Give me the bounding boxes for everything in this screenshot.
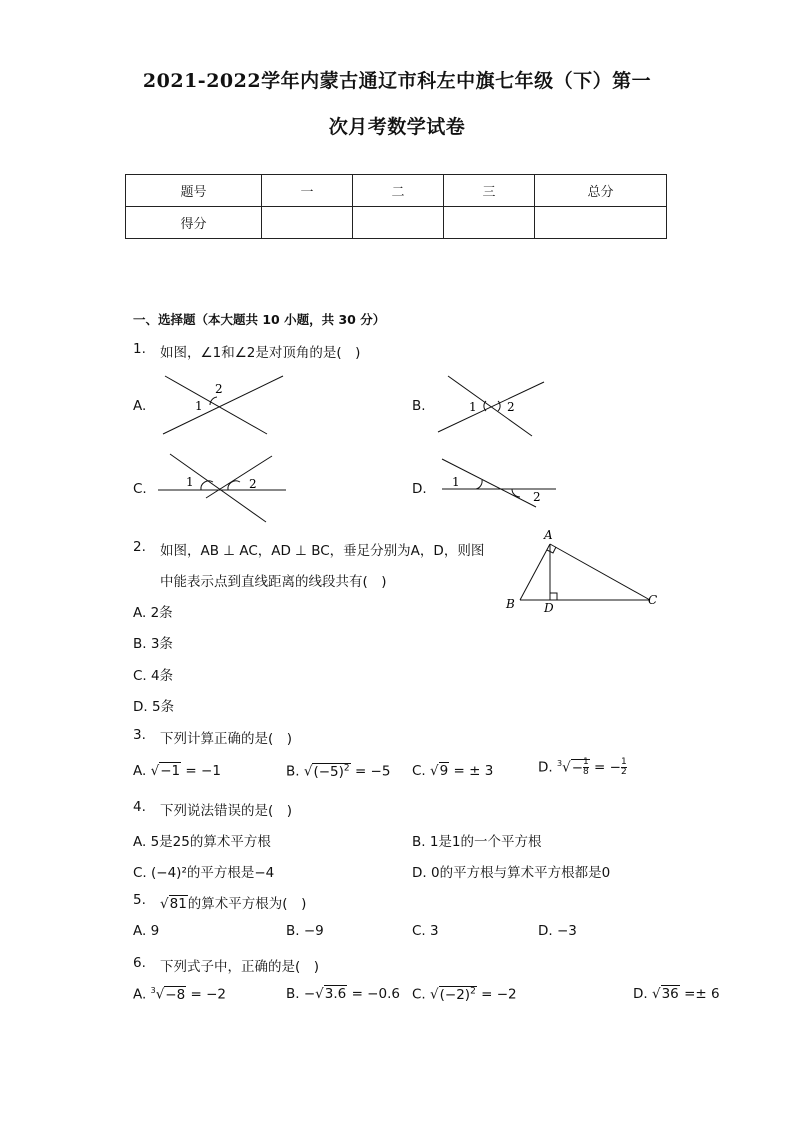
table-cell (353, 207, 444, 239)
point-label-a: A (544, 528, 553, 542)
angle-figure-c (156, 452, 290, 524)
angle-label-1: 1 (452, 475, 460, 489)
radicand: −8 (165, 986, 186, 1003)
question-number: 4. (133, 799, 146, 815)
angle-figure-d (440, 455, 558, 511)
sign: − (571, 759, 583, 776)
table-cell: 得分 (126, 207, 262, 239)
page-title-line2: 次月考数学试卷 (328, 116, 466, 138)
angle-label-1: 1 (186, 475, 194, 489)
option-letter: A. (133, 763, 147, 779)
table-cell (535, 207, 667, 239)
radicand: 36 (661, 986, 679, 1002)
table-cell: 三 (444, 175, 535, 207)
radicand: 81 (169, 896, 187, 912)
option-d: D. 5条 (133, 699, 175, 715)
score-table (125, 174, 667, 239)
question-stem: 如图，∠1和∠2是对顶角的是( ) (160, 345, 361, 361)
option-d: D. √36 =± 6 (633, 986, 720, 1002)
table-cell (444, 207, 535, 239)
equation-rhs: = −0.6 (351, 986, 400, 1002)
table-cell: 二 (353, 175, 444, 207)
option-label: A. (133, 398, 147, 414)
option-b: B. 3条 (133, 636, 173, 652)
point-label-b: B (506, 597, 515, 611)
angle-label-1: 1 (195, 399, 203, 413)
option-letter: D. (633, 986, 648, 1002)
stem-text: 的算术平方根为( ) (187, 896, 307, 912)
equation-rhs: =± 6 (684, 986, 720, 1002)
root-index: 3 (150, 986, 156, 995)
score-table-header-row (126, 175, 667, 207)
question-stem: 下列式子中，正确的是( ) (160, 959, 320, 975)
point-label-d: D (544, 601, 554, 615)
equation-rhs: = ± 3 (453, 763, 494, 779)
table-cell: 一 (262, 175, 353, 207)
question-stem-line2: 中能表示点到直线距离的线段共有( ) (160, 574, 387, 590)
option-d: D. −3 (538, 923, 577, 939)
root-index: 3 (556, 759, 563, 768)
exponent: 2 (470, 986, 476, 996)
fraction-numerator: 1 (583, 757, 589, 767)
radicand: −1 (160, 763, 181, 779)
exponent: 2 (343, 763, 350, 773)
table-cell: 题号 (126, 175, 262, 207)
radicand: 9 (439, 763, 449, 779)
equation-rhs: = −2 (481, 986, 517, 1003)
sign: − (303, 986, 316, 1002)
option-b: B. $√(-5)^2 = -5$ (286, 763, 391, 780)
question-number: 2. (133, 539, 146, 555)
question-number: 5. (133, 892, 146, 908)
angle-label-2: 2 (533, 490, 541, 504)
page-title-line1: 2021-2022学年内蒙古通辽市科左中旗七年级（下）第一 (142, 70, 652, 92)
angle-figure-b (436, 374, 546, 438)
angle-label-2: 2 (249, 477, 257, 491)
option-d: D. 0的平方根与算术平方根都是0 (412, 865, 611, 881)
radicand: (−2) (439, 986, 471, 1003)
section-heading: 一、选择题（本大题共 10 小题，共 30 分） (133, 312, 386, 327)
question-stem: 下列计算正确的是( ) (160, 731, 293, 747)
radicand: (−5) (313, 763, 344, 780)
question-number: 6. (133, 955, 146, 971)
option-letter: C. (412, 986, 426, 1003)
angle-label-2: 2 (507, 400, 515, 414)
option-b: B. −√3.6 = −0.6 (286, 986, 400, 1002)
option-letter: A. (133, 986, 147, 1003)
angle-label-2: 2 (215, 382, 223, 396)
fraction-denominator: 8 (583, 767, 589, 777)
option-c: C. √9 = ± 3 (412, 763, 494, 779)
option-b: B. 1是1的一个平方根 (412, 834, 542, 850)
equation-rhs: = − (594, 759, 621, 776)
option-label: C. (133, 481, 147, 497)
option-a: A. 2条 (133, 605, 173, 621)
question-stem-line1: 如图，AB ⊥ AC，AD ⊥ BC，垂足分别为A，D，则图 (160, 543, 485, 559)
option-letter: D. (538, 759, 553, 776)
option-c: C. 3 (412, 923, 439, 939)
question-stem: √81的算术平方根为( ) (160, 896, 307, 912)
option-d: D. $^3$√− $\frac{1}{8}$ = − $\frac{1}{2}$ (538, 757, 627, 777)
option-label: B. (412, 398, 426, 414)
equation-rhs: = −5 (354, 763, 391, 780)
equation-rhs: = −1 (185, 763, 221, 779)
option-b: B. −9 (286, 923, 324, 939)
score-table-score-row (126, 207, 667, 239)
option-a: A. 5是25的算术平方根 (133, 834, 271, 850)
equation-rhs: = −2 (190, 986, 227, 1003)
fraction-numerator: 1 (620, 757, 627, 767)
option-a: A. 9 (133, 923, 160, 939)
option-a: A. $^3$√−8 = −2 (133, 986, 227, 1003)
point-label-c: C (648, 593, 658, 607)
question-number: 3. (133, 727, 146, 743)
table-cell (262, 207, 353, 239)
option-letter: C. (412, 763, 426, 779)
angle-label-1: 1 (469, 400, 477, 414)
question-number: 1. (133, 341, 146, 357)
triangle-figure (500, 526, 670, 616)
option-c: C. 4条 (133, 668, 174, 684)
option-letter: B. (286, 986, 300, 1002)
option-c: C. $√(-2)^2 = -2$ (412, 986, 517, 1003)
option-c: C. (−4)²的平方根是−4 (133, 865, 275, 881)
question-stem: 下列说法错误的是( ) (160, 803, 293, 819)
option-label: D. (412, 481, 427, 497)
radicand: 3.6 (324, 986, 347, 1002)
option-letter: B. (286, 763, 300, 780)
option-a: A. √−1 = −1 (133, 763, 221, 779)
angle-figure-a (155, 372, 290, 438)
table-cell: 总分 (535, 175, 667, 207)
